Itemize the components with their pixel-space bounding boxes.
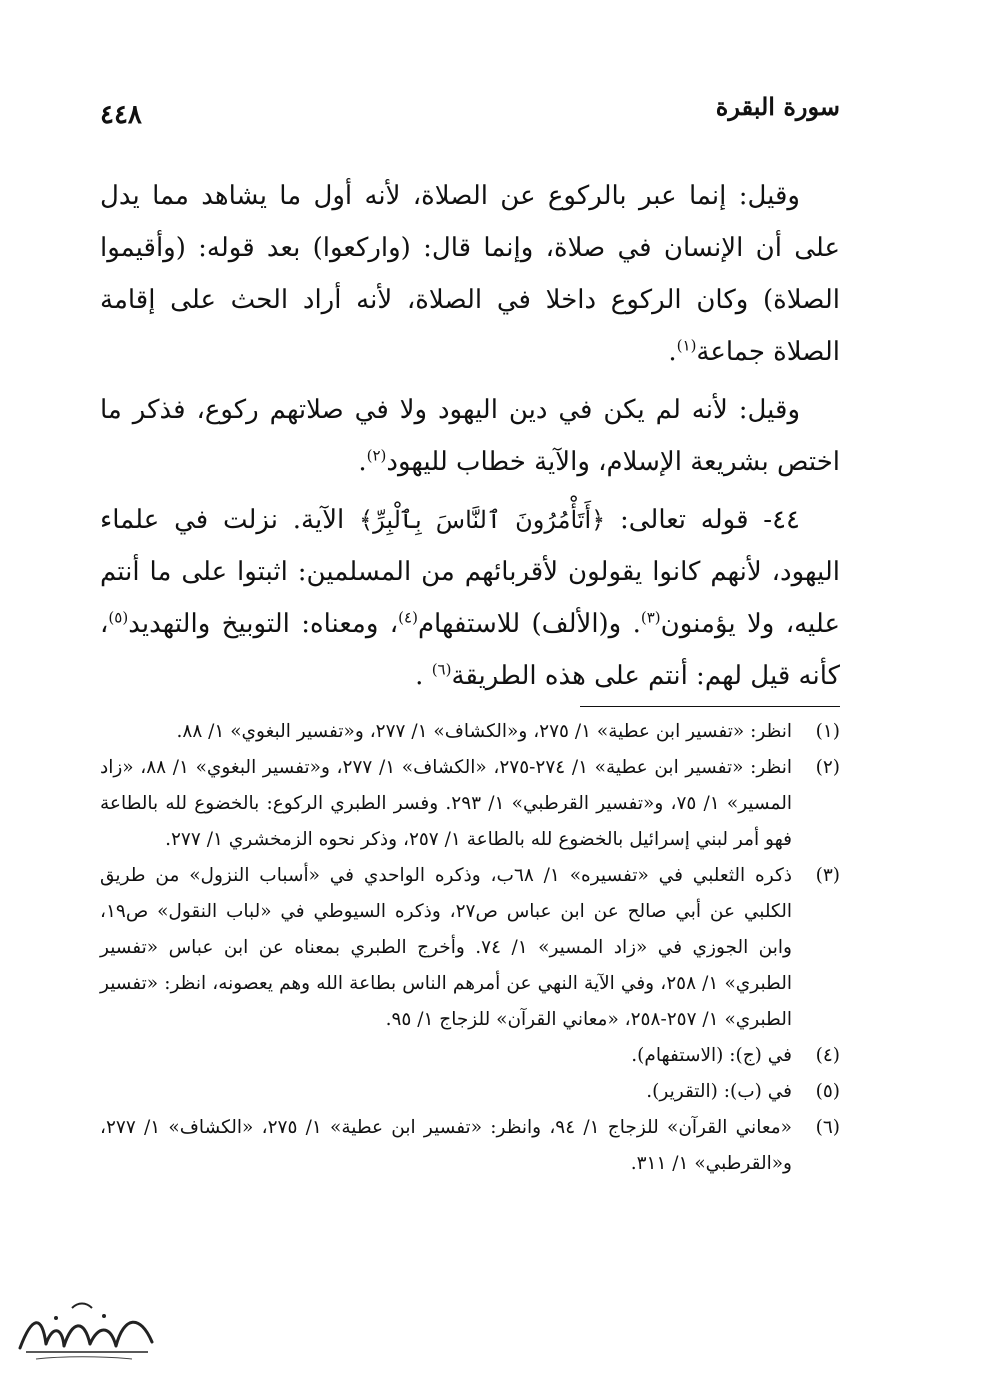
footnote-text: ذكره الثعلبي في «تفسيره» ١/ ٦٨ب، وذكره الواحدي في «أسباب النزول» من طريق الكلبي عن أبي صالح عن ابن عباس ص٢٧، وذكره السيوطي في «لباب النقول» ص١٩، وابن الجوزي في «زاد المسير» ١/ ٧٤. وأخرج الطبري بمعناه عن ابن عباس «تفسير الطبري» ١/ ٢٥٨، وفي الآية النهي عن أمرهم الناس بطاعة الله وهم يعصونه، انظر: «تفسير الطبري» ١/ ٢٥٧-٢٥٨، «معاني القرآن» للزجاج ١/ ٩٥. bbox=[100, 865, 793, 1030]
surah-title: سورة البقرة bbox=[715, 92, 840, 121]
footnote-item bbox=[100, 1110, 840, 1182]
page-number: ٤٤٨ bbox=[100, 100, 142, 130]
paragraph-3-text-d: ، كأنه قيل لهم: أنتم على هذه الطريقة bbox=[100, 609, 840, 691]
footnote-ref-5: (٥) bbox=[108, 608, 129, 627]
paragraph-3-text-c: ، ومعناه: التوبيخ والتهديد bbox=[128, 609, 399, 639]
paragraph-2-text: وقيل: لأنه لم يكن في دين اليهود ولا في صلاتهم ركوع، فذكر ما اختص بشريعة الإسلام، والآية خطاب لليهود bbox=[100, 395, 840, 477]
paragraph-2-end: . bbox=[358, 447, 367, 477]
calligraphy-logo bbox=[12, 1296, 162, 1366]
footnote-number: (٥) bbox=[815, 1081, 840, 1102]
main-text bbox=[100, 170, 840, 702]
paragraph-3-end: . bbox=[415, 661, 432, 691]
paragraph-3-text-b: . و(الألف) للاستفهام bbox=[417, 609, 641, 639]
footnote-item bbox=[100, 1038, 840, 1074]
footnote-ref-1: (١) bbox=[676, 336, 697, 355]
footnote-text: «معاني القرآن» للزجاج ١/ ٩٤، وانظر: «تفسير ابن عطية» ١/ ٢٧٥، «الكشاف» ١/ ٢٧٧، و«القرطبي» ١/ ٣١١. bbox=[100, 1117, 792, 1174]
footnote-number: (١) bbox=[815, 721, 840, 742]
quran-quote: ﴿أَتَأْمُرُونَ ٱلنَّاسَ بِٱلْبِرِّ﴾ bbox=[359, 506, 606, 534]
footnote-number: (٤) bbox=[815, 1045, 840, 1066]
footnote-text: في (ب): (التقرير). bbox=[646, 1081, 792, 1102]
footnote-number: (٢) bbox=[815, 757, 840, 778]
footnotes bbox=[100, 714, 840, 1182]
footnote-ref-3: (٣) bbox=[640, 608, 661, 627]
footnote-ref-2: (٢) bbox=[366, 446, 387, 465]
paragraph-2 bbox=[100, 384, 840, 488]
verse-number-intro: ٤٤- قوله تعالى: bbox=[605, 505, 801, 535]
footnote-number: (٦) bbox=[815, 1117, 840, 1138]
footnote-number: (٣) bbox=[815, 865, 840, 886]
footnote-item bbox=[100, 750, 840, 858]
calligraphy-logo-graphic bbox=[12, 1296, 162, 1366]
page-header bbox=[100, 92, 840, 132]
paragraph-1-text: وقيل: إنما عبر بالركوع عن الصلاة، لأنه أول ما يشاهد مما يدل على أن الإنسان في صلاة، وإنما قال: (واركعوا) بعد قوله: (وأقيموا الصلاة) وكان الركوع داخلا في الصلاة، لأنه أراد الحث على إقامة الصلاة جماعة bbox=[100, 181, 840, 367]
footnote-item bbox=[100, 858, 840, 1038]
footnote-text: انظر: «تفسير ابن عطية» ١/ ٢٧٥، و«الكشاف» ١/ ٢٧٧، و«تفسير البغوي» ١/ ٨٨. bbox=[176, 721, 792, 742]
footnote-text: انظر: «تفسير ابن عطية» ١/ ٢٧٤-٢٧٥، «الكشاف» ١/ ٢٧٧، و«تفسير البغوي» ١/ ٨٨، «زاد المسير» ١/ ٧٥، و«تفسير القرطبي» ١/ ٢٩٣. وفسر الطبري الركوع: بالخضوع لله بالطاعة فهو أمر لبني إسرائيل بالخضوع لله بالطاعة ١/ ٢٥٧، وذكر نحوه الزمخشري ١/ ٢٧٧. bbox=[100, 757, 793, 850]
footnote-item bbox=[100, 1074, 840, 1110]
paragraph-1 bbox=[100, 170, 840, 378]
paragraph-3-text-a: الآية. نزلت في علماء اليهود، لأنهم كانوا يقولون لأقربائهم من المسلمين: اثبتوا على ما أنتم عليه، ولا يؤمنون bbox=[100, 505, 840, 639]
footnote-ref-4: (٤) bbox=[398, 608, 418, 627]
paragraph-3 bbox=[100, 494, 840, 702]
footnote-item bbox=[100, 714, 840, 750]
paragraph-1-end: . bbox=[668, 337, 677, 367]
footnote-ref-6: (٦) bbox=[431, 660, 452, 679]
footnote-text: في (ج): (الاستفهام). bbox=[631, 1045, 792, 1066]
footnote-separator bbox=[580, 706, 840, 707]
